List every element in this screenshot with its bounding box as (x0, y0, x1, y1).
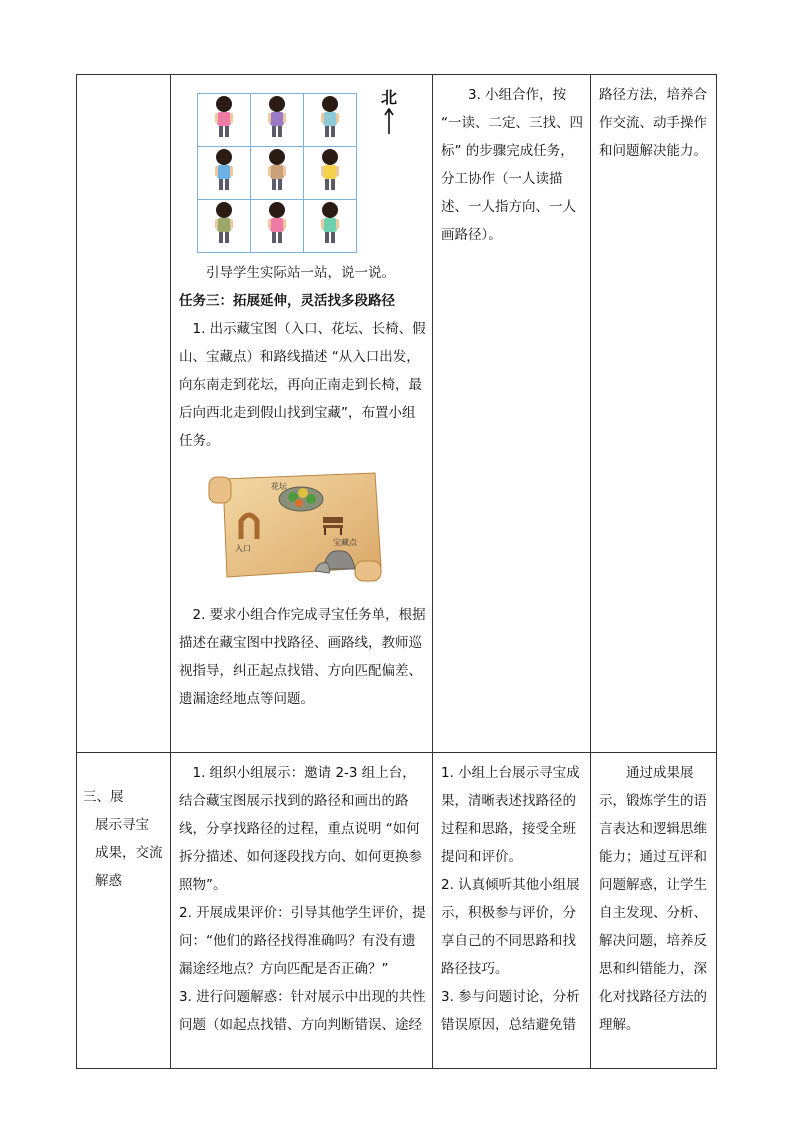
teacher-activity-cell (171, 753, 433, 1069)
stage-title-line: 展示寻宝 (95, 817, 149, 833)
student-activity-cell (433, 75, 591, 753)
map-label-flowerbed: 花坛 (271, 482, 287, 491)
student-figure-icon (315, 148, 345, 194)
student-figure-icon (315, 95, 345, 141)
stage-title-line: 解惑 (95, 873, 122, 889)
grid-cell (251, 147, 304, 200)
treasure-map-figure (205, 465, 385, 589)
student-step-3: 3. 参与问题讨论，分析错误原因，总结避免错 (441, 989, 580, 1033)
student-figure-icon (262, 201, 292, 247)
table-row (77, 75, 717, 753)
teacher-step-3: 3. 进行问题解惑：针对展示中出现的共性问题（如起点找错、方向判断错误、途经 (179, 989, 426, 1033)
student-step-1: 1. 小组上台展示寻宝成果，清晰表述找路径的过程和思路，接受全班提问和评价。 (441, 765, 580, 865)
lesson-plan-table (76, 74, 717, 1069)
stage-cell (77, 75, 171, 753)
grid-cell (198, 200, 251, 253)
scroll-curl-icon (355, 561, 381, 581)
north-indicator (377, 89, 401, 135)
stage-title-line: 成果，交流 (95, 845, 163, 861)
student-grid-figure (171, 85, 432, 255)
student-activity-cell (433, 753, 591, 1069)
map-label-treasure: 宝藏点 (333, 538, 357, 547)
design-intent-text: 通过成果展示，锻炼学生的语言表达和逻辑思维能力；通过互评和问题解惑，让学生自主发现、分析、解决问题，培养反思和纠错能力，深化对找路径方法的理解。 (599, 765, 707, 1033)
stage-cell (77, 753, 171, 1069)
student-grid (197, 93, 357, 253)
stage-title (77, 753, 170, 895)
table-row (77, 753, 717, 1069)
grid-cell (251, 94, 304, 147)
student-figure-icon (315, 201, 345, 247)
instruction-text: 引导学生实际站一站，说一说。 (206, 265, 395, 281)
grid-cell (304, 200, 357, 253)
grid-cell (251, 200, 304, 253)
grid-cell (198, 94, 251, 147)
student-figure-icon (209, 148, 239, 194)
treasure-map (205, 465, 385, 589)
grid-cell (304, 94, 357, 147)
student-step-3: 3. 小组合作，按 “一读、二定、三找、四标” 的步骤完成任务，分工协作（一人读描述、一人指方向、一人画路径）。 (441, 87, 583, 243)
grid-cell (304, 147, 357, 200)
teacher-step-2: 2. 开展成果评价：引导其他学生评价，提问：“他们的路径找得准确吗？有没有遗漏途经地点？方向匹配是否正确？” (179, 905, 426, 977)
scroll-curl-icon (209, 477, 231, 503)
design-intent-text: 路径方法，培养合作交流、动手操作和问题解决能力。 (599, 87, 707, 159)
student-step-2: 2. 认真倾听其他小组展示，积极参与评价，分享自己的不同思路和找路径技巧。 (441, 877, 580, 977)
student-figure-icon (209, 201, 239, 247)
teacher-activity-cell (171, 75, 433, 753)
task-title: 任务三：拓展延伸，灵活找多段路径 (179, 293, 395, 309)
teacher-step-1: 1. 组织小组展示：邀请 2-3 组上台，结合藏宝图展示找到的路径和画出的路线，分享找路径的过程，重点说明 “如何拆分描述、如何逐段找方向、如何更换参照物”。 (179, 765, 422, 893)
north-label: 北 (380, 88, 397, 107)
task-step-2: 2. 要求小组合作完成寻宝任务单，根据描述在藏宝图中找路径、画路线，教师巡视指导，纠正起点找错、方向匹配偏差、遗漏途经地点等问题。 (179, 607, 426, 707)
grid-cell (198, 147, 251, 200)
task-step-1: 1. 出示藏宝图（入口、花坛、长椅、假山、宝藏点）和路线描述 “从入口出发，向东南走到花坛，再向正南走到长椅，最后向西北走到假山找到宝藏”，布置小组任务。 (179, 321, 426, 449)
map-label-entrance: 入口 (235, 544, 251, 553)
stage-title-line: 三、展 (83, 789, 124, 805)
design-intent-cell (591, 753, 717, 1069)
student-figure-icon (209, 95, 239, 141)
north-arrow-icon (383, 107, 395, 135)
design-intent-cell (591, 75, 717, 753)
student-figure-icon (262, 148, 292, 194)
student-figure-icon (262, 95, 292, 141)
